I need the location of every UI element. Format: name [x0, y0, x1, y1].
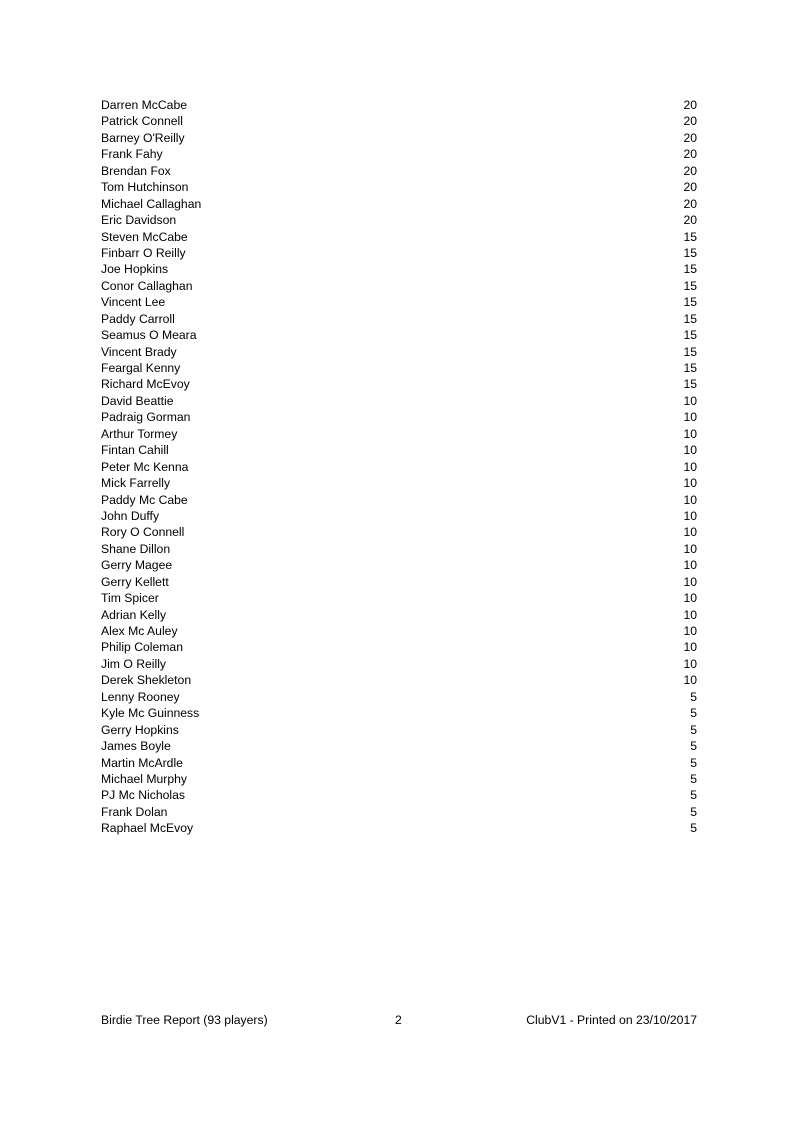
- player-score: 5: [690, 788, 697, 803]
- player-row: [101, 212, 697, 228]
- player-score: 15: [683, 229, 697, 244]
- player-name: Paddy Mc Cabe: [101, 492, 188, 507]
- player-row: [101, 409, 697, 425]
- player-score: 5: [690, 722, 697, 737]
- player-name: Michael Murphy: [101, 771, 188, 786]
- player-row: [101, 113, 697, 129]
- player-row: [101, 574, 697, 590]
- player-row: [101, 327, 697, 343]
- player-row: [101, 689, 697, 705]
- player-row: [101, 344, 697, 360]
- player-name: Derek Shekleton: [101, 673, 192, 688]
- player-name: Eric Davidson: [101, 213, 177, 228]
- page-footer: [101, 1011, 697, 1029]
- player-score: 10: [683, 574, 697, 589]
- player-name: Joe Hopkins: [101, 262, 169, 277]
- player-name: Patrick Connell: [101, 114, 183, 129]
- player-name: PJ Mc Nicholas: [101, 788, 185, 803]
- player-score: 5: [690, 804, 697, 819]
- player-name: Peter Mc Kenna: [101, 459, 189, 474]
- player-name: Tom Hutchinson: [101, 180, 189, 195]
- player-name: Gerry Magee: [101, 558, 173, 573]
- player-name: Raphael McEvoy: [101, 821, 194, 836]
- player-row: [101, 376, 697, 392]
- player-row: [101, 623, 697, 639]
- player-score: 10: [683, 459, 697, 474]
- player-row: [101, 524, 697, 540]
- player-name: Darren McCabe: [101, 98, 188, 112]
- player-name: Lenny Rooney: [101, 689, 180, 704]
- player-score: 20: [683, 180, 697, 195]
- player-row: [101, 196, 697, 212]
- player-score: 15: [683, 278, 697, 293]
- player-score: 20: [683, 196, 697, 211]
- player-row: [101, 771, 697, 787]
- player-score: 10: [683, 558, 697, 573]
- player-score: 10: [683, 426, 697, 441]
- player-row: [101, 163, 697, 179]
- player-name: Arthur Tormey: [101, 426, 178, 441]
- player-score: 10: [683, 591, 697, 606]
- player-score: 15: [683, 377, 697, 392]
- player-row: [101, 459, 697, 475]
- player-score: 10: [683, 607, 697, 622]
- player-name: Rory O Connell: [101, 525, 185, 540]
- player-score: 10: [683, 525, 697, 540]
- player-name: Vincent Brady: [101, 344, 177, 359]
- player-row: [101, 672, 697, 688]
- player-row: [101, 820, 697, 836]
- player-name: Mick Farrelly: [101, 476, 171, 491]
- player-name: Vincent Lee: [101, 295, 166, 310]
- player-row: [101, 492, 697, 508]
- player-name: Barney O'Reilly: [101, 130, 185, 145]
- report-title: Birdie Tree Report (93 players): [101, 1013, 268, 1027]
- player-name: Shane Dillon: [101, 541, 171, 556]
- player-score: 20: [683, 147, 697, 162]
- player-row: [101, 229, 697, 245]
- player-score: 15: [683, 262, 697, 277]
- player-row: [101, 557, 697, 573]
- player-score: 20: [683, 130, 697, 145]
- page-number: 2: [395, 1013, 402, 1027]
- player-score: 10: [683, 410, 697, 425]
- player-row: [101, 787, 697, 803]
- player-score: 10: [683, 640, 697, 655]
- player-score: 10: [683, 443, 697, 458]
- player-row: [101, 607, 697, 623]
- player-name: James Boyle: [101, 739, 171, 754]
- player-score: 15: [683, 328, 697, 343]
- player-score: 20: [683, 114, 697, 129]
- player-score: 10: [683, 492, 697, 507]
- player-name: Michael Callaghan: [101, 196, 202, 211]
- player-row: [101, 360, 697, 376]
- player-score: 10: [683, 656, 697, 671]
- player-score: 5: [690, 739, 697, 754]
- player-name: Finbarr O Reilly: [101, 245, 186, 260]
- player-name: Steven McCabe: [101, 229, 188, 244]
- player-name: Jim O Reilly: [101, 656, 167, 671]
- player-row: [101, 541, 697, 557]
- player-name: Martin McArdle: [101, 755, 183, 770]
- player-row: [101, 656, 697, 672]
- player-row: [101, 179, 697, 195]
- player-name: Feargal Kenny: [101, 361, 181, 375]
- player-name: Seamus O Meara: [101, 328, 197, 343]
- player-score: 10: [683, 624, 697, 638]
- player-row: [101, 97, 697, 113]
- player-score: 15: [683, 245, 697, 260]
- player-name: Gerry Hopkins: [101, 722, 179, 737]
- player-row: [101, 278, 697, 294]
- player-name: Brendan Fox: [101, 163, 171, 178]
- player-row: [101, 755, 697, 771]
- player-score: 5: [690, 689, 697, 704]
- player-score: 10: [683, 541, 697, 556]
- player-name: Fintan Cahill: [101, 443, 169, 458]
- player-name: John Duffy: [101, 508, 160, 523]
- player-name: Conor Callaghan: [101, 278, 193, 293]
- player-name: Gerry Kellett: [101, 574, 169, 589]
- player-row: [101, 508, 697, 524]
- player-row: [101, 590, 697, 606]
- player-score: 15: [683, 344, 697, 359]
- player-name: Frank Fahy: [101, 147, 163, 162]
- player-name: Padraig Gorman: [101, 410, 191, 425]
- player-score: 10: [683, 476, 697, 491]
- player-score: 15: [683, 311, 697, 326]
- player-name: Adrian Kelly: [101, 607, 167, 622]
- player-name: Frank Dolan: [101, 804, 168, 819]
- player-name: Kyle Mc Guinness: [101, 706, 200, 721]
- player-score: 5: [690, 755, 697, 770]
- player-row: [101, 393, 697, 409]
- player-name: David Beattie: [101, 393, 174, 408]
- player-score: 20: [683, 163, 697, 178]
- player-score: 20: [683, 213, 697, 228]
- player-row: [101, 146, 697, 162]
- player-row: [101, 475, 697, 491]
- player-row: [101, 639, 697, 655]
- player-name: Philip Coleman: [101, 640, 183, 655]
- player-row: [101, 130, 697, 146]
- player-score: 15: [683, 295, 697, 310]
- player-name: Richard McEvoy: [101, 377, 190, 392]
- player-name: Paddy Carroll: [101, 311, 175, 326]
- player-score: 10: [683, 673, 697, 688]
- player-row: [101, 722, 697, 738]
- player-name: Alex Mc Auley: [101, 624, 178, 638]
- player-score: 5: [690, 821, 697, 836]
- player-score: 10: [683, 508, 697, 523]
- player-score: 10: [683, 393, 697, 408]
- player-row: [101, 442, 697, 458]
- player-row: [101, 804, 697, 820]
- print-info: ClubV1 - Printed on 23/10/2017: [526, 1013, 697, 1027]
- player-row: [101, 426, 697, 442]
- player-row: [101, 245, 697, 261]
- player-row: [101, 311, 697, 327]
- player-name: Tim Spicer: [101, 591, 159, 606]
- player-row: [101, 738, 697, 754]
- player-score: 15: [683, 361, 697, 375]
- player-row: [101, 294, 697, 310]
- player-score: 20: [683, 98, 697, 112]
- player-row: [101, 705, 697, 721]
- player-row: [101, 261, 697, 277]
- player-score: 5: [690, 771, 697, 786]
- player-list: [101, 97, 697, 837]
- player-score: 5: [690, 706, 697, 721]
